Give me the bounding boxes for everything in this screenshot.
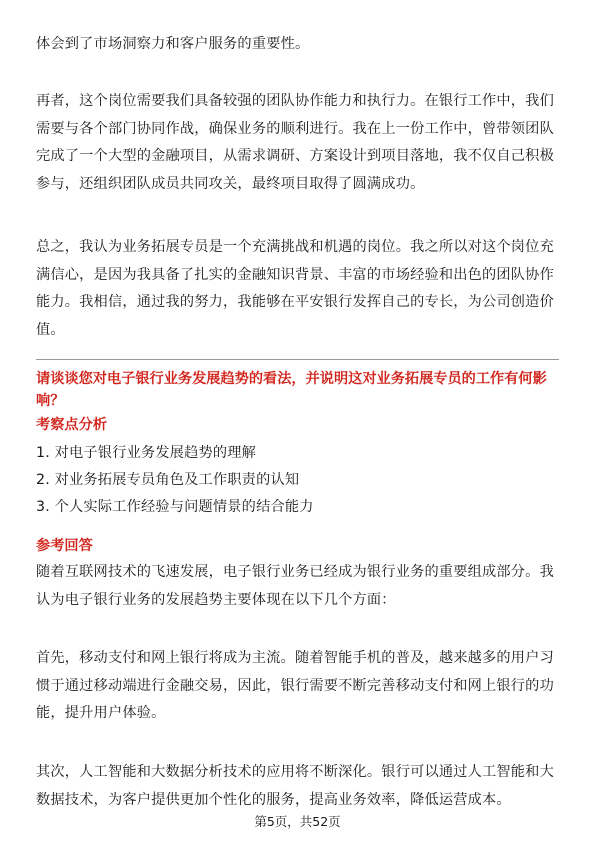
analysis-item: 2. 对业务拓展专员角色及工作职责的认知: [36, 472, 300, 488]
paragraph-conclusion: 总之，我认为业务拓展专员是一个充满挑战和机遇的岗位。我之所以对这个岗位充满信心，是因为我具备了扎实的金融知识背景、丰富的市场经验和出色的团队协作能力。我相信，通过我的努力，我能够在平安银行发挥自己的专长，为公司创造价值。: [36, 239, 554, 338]
paragraph-intro-end: 体会到了市场洞察力和客户服务的重要性。: [36, 36, 310, 52]
page-number: 第5页，共52页: [254, 814, 341, 829]
paragraph-teamwork: 再者，这个岗位需要我们具备较强的团队协作能力和执行力。在银行工作中，我们需要与各个部门协同作战，确保业务的顺利进行。我在上一份工作中，曾带领团队完成了一个大型的金融项目，从需求调研、方案设计到项目落地，我不仅自己积极参与，还组织团队成员共同攻关，最终项目取得了圆满成功。: [36, 93, 554, 192]
answer-paragraph-first: 首先，移动支付和网上银行将成为主流。随着智能手机的普及，越来越多的用户习惯于通过移动端进行金融交易，因此，银行需要不断完善移动支付和网上银行的功能，提升用户体验。: [36, 650, 554, 721]
analysis-heading: 考察点分析: [36, 417, 107, 433]
analysis-item: 1. 对电子银行业务发展趋势的理解: [36, 445, 257, 461]
analysis-item: 3. 个人实际工作经验与问题情景的结合能力: [36, 499, 314, 515]
analysis-list: [36, 440, 560, 521]
answer-paragraph-intro: 随着互联网技术的飞速发展，电子银行业务已经成为银行业务的重要组成部分。我认为电子银行业务的发展趋势主要体现在以下几个方面：: [36, 564, 554, 608]
interview-question: 请谈谈您对电子银行业务发展趋势的看法，并说明这对业务拓展专员的工作有何影响？: [36, 371, 547, 409]
section-divider: [36, 359, 559, 360]
answer-heading: 参考回答: [36, 538, 93, 554]
answer-paragraph-second: 其次，人工智能和大数据分析技术的应用将不断深化。银行可以通过人工智能和大数据技术，为客户提供更加个性化的服务，提高业务效率，降低运营成本。: [36, 764, 554, 808]
